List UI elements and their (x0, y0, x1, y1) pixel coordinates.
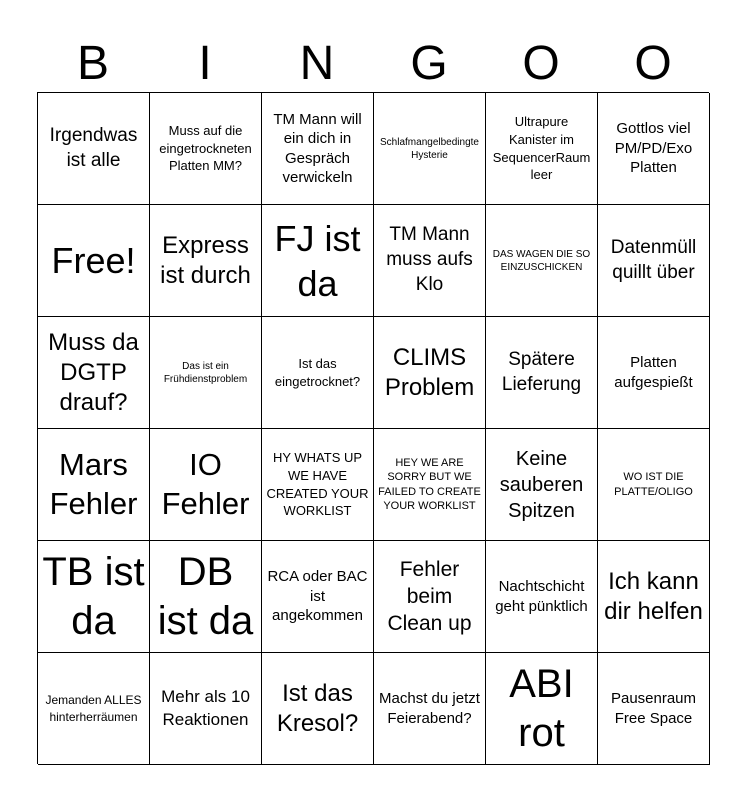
bingo-cell[interactable] (150, 653, 262, 765)
bingo-cell[interactable] (374, 653, 486, 765)
bingo-cell[interactable] (150, 205, 262, 317)
cell-text: FJ ist da (274, 217, 361, 304)
bingo-grid (37, 92, 709, 764)
bingo-cell[interactable] (262, 205, 374, 317)
bingo-cell[interactable] (374, 205, 486, 317)
bingo-cell[interactable] (486, 205, 598, 317)
cell-text: Mehr als 10 Reaktionen (161, 687, 250, 729)
bingo-cell[interactable] (150, 317, 262, 429)
header-letter-n: N (299, 37, 335, 90)
bingo-cell[interactable] (486, 317, 598, 429)
bingo-cell[interactable] (486, 541, 598, 653)
cell-text: WO IST DIE PLATTE/OLIGO (614, 471, 693, 498)
bingo-cell[interactable] (38, 429, 150, 541)
bingo-cell[interactable] (262, 429, 374, 541)
cell-text: TM Mann will ein dich in Gespräch verwickeln (273, 110, 362, 186)
header-letter-o: O (522, 37, 560, 90)
header-letter-g: G (410, 37, 448, 90)
cell-text: Schlafmangelbedingte Hysterie (380, 136, 479, 161)
bingo-cell[interactable] (38, 541, 150, 653)
bingo-cell[interactable] (262, 653, 374, 765)
cell-text: HY WHATS UP WE HAVE CREATED YOUR WORKLIST (266, 450, 369, 519)
bingo-cell[interactable] (150, 541, 262, 653)
cell-text: Pausenraum Free Space (610, 690, 697, 727)
bingo-cell[interactable] (262, 317, 374, 429)
bingo-header (37, 36, 709, 92)
bingo-cell[interactable] (598, 429, 710, 541)
cell-text: RCA oder BAC ist angekommen (267, 568, 368, 625)
cell-text: Ultrapure Kanister im SequencerRaum leer (492, 114, 591, 183)
cell-text: ABI rot (509, 661, 574, 755)
bingo-cell[interactable] (374, 429, 486, 541)
cell-text: Express ist durch (160, 231, 251, 289)
bingo-cell[interactable] (598, 317, 710, 429)
header-letter-b: B (76, 37, 109, 90)
cell-text: HEY WE ARE SORRY BUT WE FAILED TO CREATE YOUR WORKLIST (378, 456, 481, 512)
cell-text: Platten aufgespießt (614, 354, 693, 391)
bingo-cell[interactable] (262, 541, 374, 653)
cell-text: Free! (51, 240, 136, 281)
cell-text: Machst du jetzt Feierabend? (379, 690, 480, 727)
cell-text: TB ist da (42, 549, 145, 643)
cell-text: Irgendwas ist alle (49, 124, 138, 171)
header-letter-o2: O (634, 37, 672, 90)
bingo-cell[interactable] (486, 93, 598, 205)
cell-text: IO Fehler (161, 446, 250, 521)
bingo-cell[interactable] (598, 653, 710, 765)
bingo-cell[interactable] (374, 541, 486, 653)
bingo-cell[interactable] (262, 93, 374, 205)
cell-text: Datenmüll quillt über (610, 236, 697, 283)
cell-text: TM Mann muss aufs Klo (386, 224, 473, 295)
cell-text: Nachtschicht geht pünktlich (495, 578, 588, 615)
cell-text: DB ist da (157, 549, 254, 643)
cell-text: DAS WAGEN DIE SO EINZUSCHICKEN (492, 248, 591, 273)
cell-text: Gottlos viel PM/PD/Exo Platten (614, 120, 693, 177)
bingo-cell[interactable] (598, 541, 710, 653)
cell-text: Das ist ein Frühdienstproblem (163, 360, 248, 385)
cell-text: Keine sauberen Spitzen (499, 447, 584, 522)
bingo-cell[interactable] (374, 317, 486, 429)
bingo-cell[interactable] (38, 317, 150, 429)
bingo-cell[interactable] (38, 93, 150, 205)
bingo-cell[interactable] (38, 653, 150, 765)
cell-text: Ist das Kresol? (276, 679, 359, 737)
bingo-cell-free[interactable] (38, 205, 150, 317)
bingo-cell[interactable] (374, 93, 486, 205)
bingo-cell[interactable] (486, 429, 598, 541)
cell-text: CLIMS Problem (384, 343, 475, 401)
bingo-cell[interactable] (598, 93, 710, 205)
cell-text: Ich kann dir helfen (604, 567, 703, 625)
cell-text: Jemanden ALLES hinterherräumen (45, 693, 142, 724)
bingo-cell[interactable] (150, 429, 262, 541)
cell-text: Mars Fehler (49, 446, 138, 521)
bingo-cell[interactable] (150, 93, 262, 205)
cell-text: Spätere Lieferung (501, 348, 582, 395)
bingo-cell[interactable] (486, 653, 598, 765)
bingo-cell[interactable] (598, 205, 710, 317)
cell-text: Fehler beim Clean up (387, 557, 472, 636)
cell-text: Muss auf die eingetrockneten Platten MM? (159, 123, 252, 174)
cell-text: Muss da DGTP drauf? (48, 328, 139, 416)
cell-text: Ist das eingetrocknet? (274, 355, 361, 389)
header-letter-i: I (198, 37, 212, 90)
